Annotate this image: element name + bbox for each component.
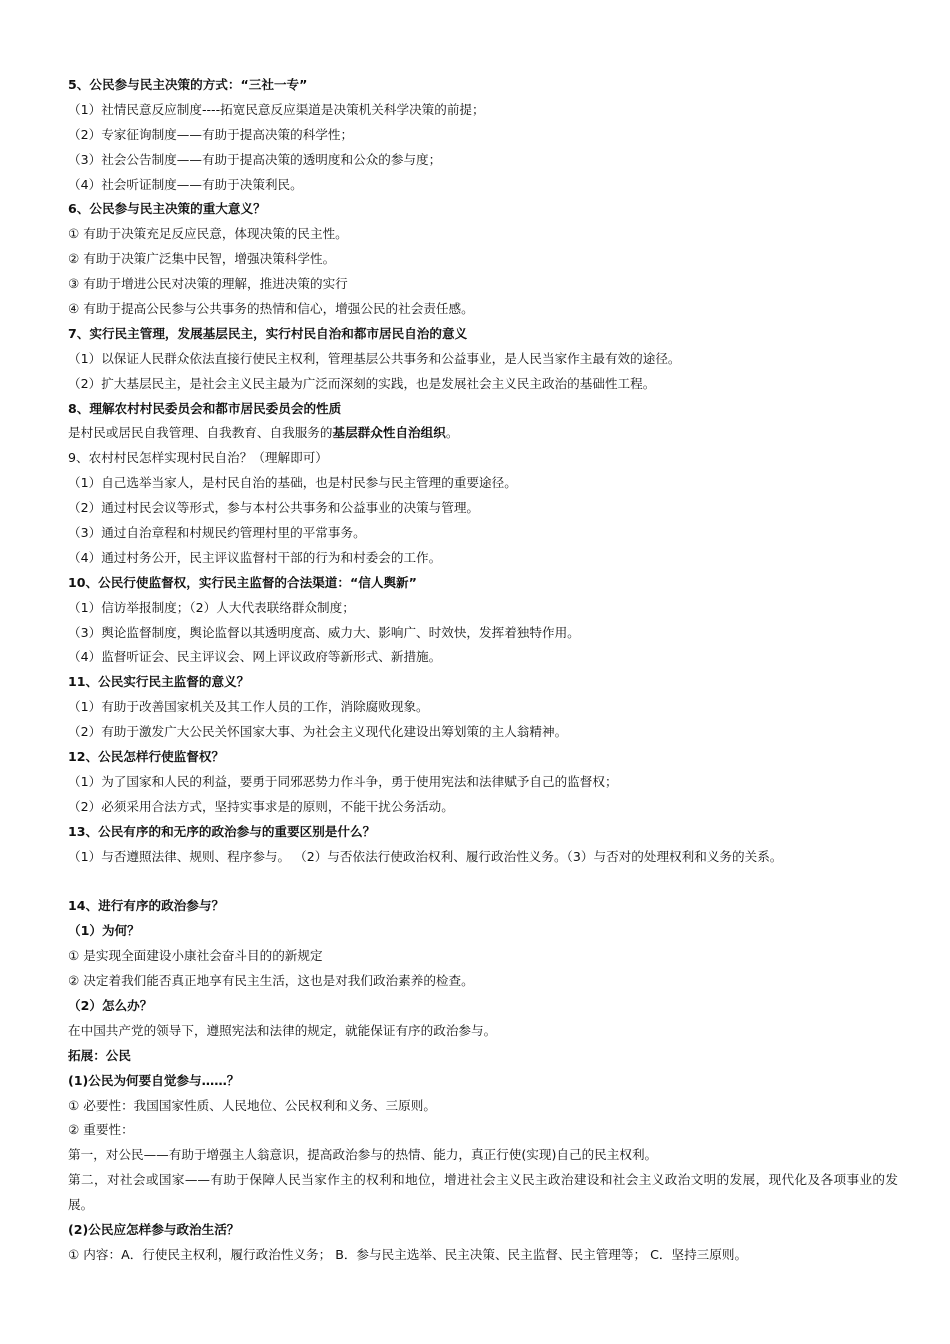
text-line (68, 944, 898, 969)
text-line (68, 372, 898, 397)
text-line (68, 496, 898, 521)
line-text: (2)公民应怎样参与政治生活？ (68, 1222, 240, 1237)
line-text: 7、实行民主管理，发展基层民主，实行村民自治和都市居民自治的意义 (68, 325, 468, 341)
line-text: 10、公民行使监督权，实行民主监督的合法渠道：“信人舆新” (68, 574, 417, 590)
section-heading (68, 322, 898, 347)
text-line (68, 421, 898, 446)
line-text: 是村民或居民自我管理、自我教育、自我服务的 (68, 425, 333, 441)
line-text: 6、公民参与民主决策的重大意义？ (68, 201, 266, 217)
line-text: （4）通过村务公开，民主评议监督村干部的行为和村委会的工作。 (68, 549, 442, 565)
text-line (68, 1243, 898, 1268)
text-line (68, 645, 898, 670)
blank-line (68, 870, 898, 895)
section-heading (68, 919, 898, 944)
line-text: 8、理解农村村民委员会和都市居民委员会的性质 (68, 400, 342, 416)
text-line (68, 272, 898, 297)
line-text: 拓展：公民 (68, 1047, 131, 1063)
section-heading (68, 571, 898, 596)
text-line (68, 596, 898, 621)
line-text: （2）怎么办？ (68, 997, 153, 1013)
text-line (68, 222, 898, 247)
text-line (68, 123, 898, 148)
line-text: ② 决定着我们能否真正地享有民主生活，这也是对我们政治素养的检查。 (68, 973, 474, 989)
text-line (68, 621, 898, 646)
section-heading (68, 73, 898, 98)
line-text: (1)公民为何要自觉参与……？ (68, 1072, 240, 1088)
line-text: ③ 有助于增进公民对决策的理解，推进决策的实行 (68, 276, 348, 292)
text-line (68, 471, 898, 496)
line-text: 11、公民实行民主监督的意义？ (68, 674, 250, 690)
line-text: （1）自己选举当家人，是村民自治的基础，也是村民参与民主管理的重要途径。 (68, 475, 517, 491)
line-text: （1）信访举报制度；（2）人大代表联络群众制度； (68, 599, 355, 615)
section-heading (68, 994, 898, 1019)
section-heading (68, 1069, 898, 1094)
text-line (68, 297, 898, 322)
text-line (68, 695, 898, 720)
text-line (68, 1019, 898, 1044)
text-line (68, 347, 898, 372)
section-heading (68, 1218, 898, 1243)
line-text: ① 必要性：我国国家性质、人民地位、公民权利和义务、三原则。 (68, 1097, 436, 1113)
line-text: ① 有助于决策充足反应民意，体现决策的民主性。 (68, 226, 348, 242)
line-tail: 。 (445, 425, 459, 441)
text-line (68, 247, 898, 272)
line-text: ② 重要性： (68, 1122, 134, 1138)
text-line (68, 845, 898, 870)
line-text: （1）为了国家和人民的利益，要勇于同邪恶势力作斗争，勇于使用宪法和法律赋予自己的监督权； (68, 773, 618, 789)
text-line (68, 546, 898, 571)
line-text: 14、进行有序的政治参与？ (68, 898, 225, 914)
section-heading (68, 197, 898, 222)
line-text: （1）有助于改善国家机关及其工作人员的工作，消除腐败现象。 (68, 699, 429, 715)
text-line (68, 1118, 898, 1143)
text-line (68, 173, 898, 198)
line-text: ① 内容：A．行使民主权利，履行政治性义务； B．参与民主选举、民主决策、民主监督、民主管理等； C．坚持三原则。 (68, 1246, 748, 1262)
line-text: ② 有助于决策广泛集中民智，增强决策科学性。 (68, 251, 336, 267)
text-line (68, 1143, 898, 1168)
line-text: 第一，对公民——有助于增强主人翁意识，提高政治参与的热情、能力，真正行使(实现)自己的民主权利。 (68, 1147, 658, 1163)
line-text: （1）以保证人民群众依法直接行使民主权利，管理基层公共事务和公益事业，是人民当家作主最有效的途径。 (68, 350, 681, 366)
line-text: 5、公民参与民主决策的方式：“三社一专” (68, 77, 308, 92)
text-line (68, 1168, 898, 1218)
text-line (68, 148, 898, 173)
line-text: （1）与否遵照法律、规则、程序参与。 （2）与否依法行使政治权利、履行政治性义务。（3）与否对的处理权利和义务的关系。 (68, 848, 783, 864)
text-line (68, 770, 898, 795)
section-heading (68, 1044, 898, 1069)
line-text: （4）社会听证制度——有助于决策利民。 (68, 176, 303, 192)
section-heading (68, 745, 898, 770)
line-text: （2）通过村民会议等形式，参与本村公共事务和公益事业的决策与管理。 (68, 500, 480, 516)
line-text: ① 是实现全面建设小康社会奋斗目的的新规定 (68, 948, 323, 964)
section-heading (68, 894, 898, 919)
section-heading (68, 820, 898, 845)
document-body (68, 73, 898, 1268)
line-text: 9、农村村民怎样实现村民自治？（理解即可） (68, 450, 328, 466)
text-line (68, 720, 898, 745)
line-text: 在中国共产党的领导下，遵照宪法和法律的规定，就能保证有序的政治参与。 (68, 1022, 497, 1038)
section-heading (68, 670, 898, 695)
line-text: 第二，对社会或国家——有助于保障人民当家作主的权利和地位，增进社会主义民主政治建设和社会主义政治文明的发展，现代化及各项事业的发展。 (68, 1172, 898, 1213)
text-line (68, 521, 898, 546)
line-text: （3）社会公告制度——有助于提高决策的透明度和公众的参与度； (68, 151, 442, 167)
text-line (68, 795, 898, 820)
text-line (68, 1094, 898, 1119)
line-text: （1）社情民意反应制度----拓宽民意反应渠道是决策机关科学决策的前提； (68, 101, 485, 117)
emphasized-term: 基层群众性自治组织 (332, 425, 446, 441)
line-text: （4）监督听证会、民主评议会、网上评议政府等新形式、新措施。 (68, 649, 442, 665)
line-text: （2）有助于激发广大公民关怀国家大事、为社会主义现代化建设出筹划策的主人翁精神。 (68, 724, 568, 740)
line-text: （2）必须采用合法方式，坚持实事求是的原则，不能干扰公务活动。 (68, 798, 454, 814)
line-text: （3）通过自治章程和村规民约管理村里的平常事务。 (68, 525, 366, 541)
text-line (68, 98, 898, 123)
section-heading (68, 397, 898, 422)
text-line (68, 446, 898, 471)
line-text: （2）专家征询制度——有助于提高决策的科学性； (68, 126, 354, 142)
line-text: （1）为何？ (68, 923, 140, 939)
line-text: ④ 有助于提高公民参与公共事务的热情和信心，增强公民的社会责任感。 (68, 301, 474, 317)
line-text: 12、公民怎样行使监督权？ (68, 749, 225, 765)
text-line (68, 969, 898, 994)
line-text: 13、公民有序的和无序的政治参与的重要区别是什么？ (68, 823, 376, 839)
line-text: （3）舆论监督制度，舆论监督以其透明度高、威力大、影响广、时效快，发挥着独特作用。 (68, 624, 580, 640)
line-text: （2）扩大基层民主，是社会主义民主最为广泛而深刻的实践，也是发展社会主义民主政治的基础性工程。 (68, 375, 656, 391)
